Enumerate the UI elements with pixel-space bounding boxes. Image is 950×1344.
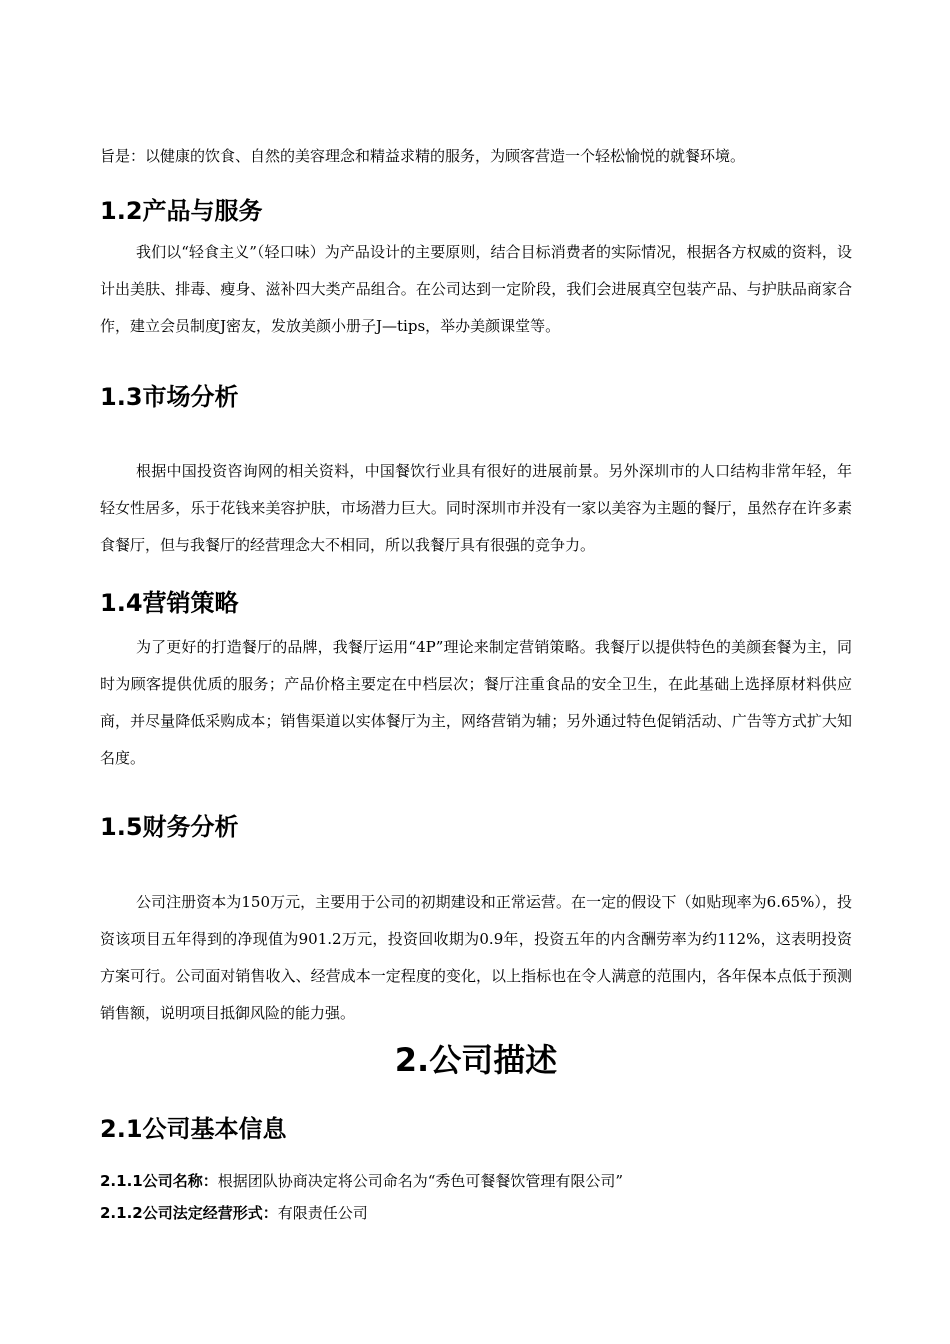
section-2-1 [100, 1112, 852, 1146]
info-label-name: 2.1.1公司名称： [100, 1172, 218, 1190]
section-heading-2-1: 2.1公司基本信息 [100, 1115, 287, 1143]
chapter-title: 2.公司描述 [394, 1041, 558, 1079]
section-heading-1-5: 1.5财务分析 [100, 813, 239, 841]
section-1-5 [100, 810, 852, 844]
paragraph-products: 我们以“轻食主义”（轻口味）为产品设计的主要原则，结合目标消费者的实际情况，根据各方权威的资料，设计出美肤、排毒、瘦身、滋补四大类产品组合。在公司达到一定阶段，我们会进展真空包装产品、与护肤品商家合作，建立会员制度J密友，发放美颜小册子J—tips，举办美颜课堂等。 [100, 243, 852, 335]
section-1-2-body [100, 234, 852, 345]
intro-text: 旨是：以健康的饮食、自然的美容理念和精益求精的服务，为顾客营造一个轻松愉悦的就餐环境。 [100, 147, 746, 165]
section-heading-1-2: 1.2产品与服务 [100, 197, 263, 225]
info-value-form: 有限责任公司 [277, 1204, 368, 1222]
section-1-4-body [100, 629, 852, 777]
paragraph-finance: 公司注册资本为150万元，主要用于公司的初期建设和正常运营。在一定的假设下（如贴现率为6.65%），投资该项目五年得到的净现值为901.2万元，投资回收期为0.9年，投资五年的内含酬劳率为约112%，这表明投资方案可行。公司面对销售收入、经营成本一定程度的变化，以上指标也在令人满意的范围内，各年保本点低于预测销售额，说明项目抵御风险的能力强。 [100, 893, 852, 1022]
section-1-4 [100, 586, 852, 620]
paragraph-market: 根据中国投资咨询网的相关资料，中国餐饮行业具有很好的进展前景。另外深圳市的人口结构非常年轻，年轻女性居多，乐于花钱来美容护肤，市场潜力巨大。同时深圳市并没有一家以美容为主题的餐厅，虽然存在许多素食餐厅，但与我餐厅的经营理念大不相同，所以我餐厅具有很强的竞争力。 [100, 462, 852, 554]
info-legal-form [100, 1197, 852, 1229]
section-1-2 [100, 194, 852, 228]
company-info [100, 1165, 852, 1229]
section-1-3 [100, 380, 852, 414]
chapter-2 [100, 1036, 852, 1084]
section-1-5-body [100, 884, 852, 1032]
section-heading-1-3: 1.3市场分析 [100, 383, 239, 411]
info-value-name: 根据团队协商决定将公司命名为“秀色可餐餐饮管理有限公司” [217, 1172, 624, 1190]
info-company-name [100, 1165, 852, 1197]
intro-paragraph [100, 138, 852, 175]
paragraph-marketing: 为了更好的打造餐厅的品牌，我餐厅运用“4P”理论来制定营销策略。我餐厅以提供特色的美颜套餐为主，同时为顾客提供优质的服务；产品价格主要定在中档层次；餐厅注重食品的安全卫生，在此基础上选择原材料供应商，并尽量降低采购成本；销售渠道以实体餐厅为主，网络营销为辅；另外通过特色促销活动、广告等方式扩大知名度。 [100, 638, 852, 767]
section-heading-1-4: 1.4营销策略 [100, 589, 239, 617]
info-label-form: 2.1.2公司法定经营形式： [100, 1204, 278, 1222]
section-1-3-body [100, 453, 852, 564]
